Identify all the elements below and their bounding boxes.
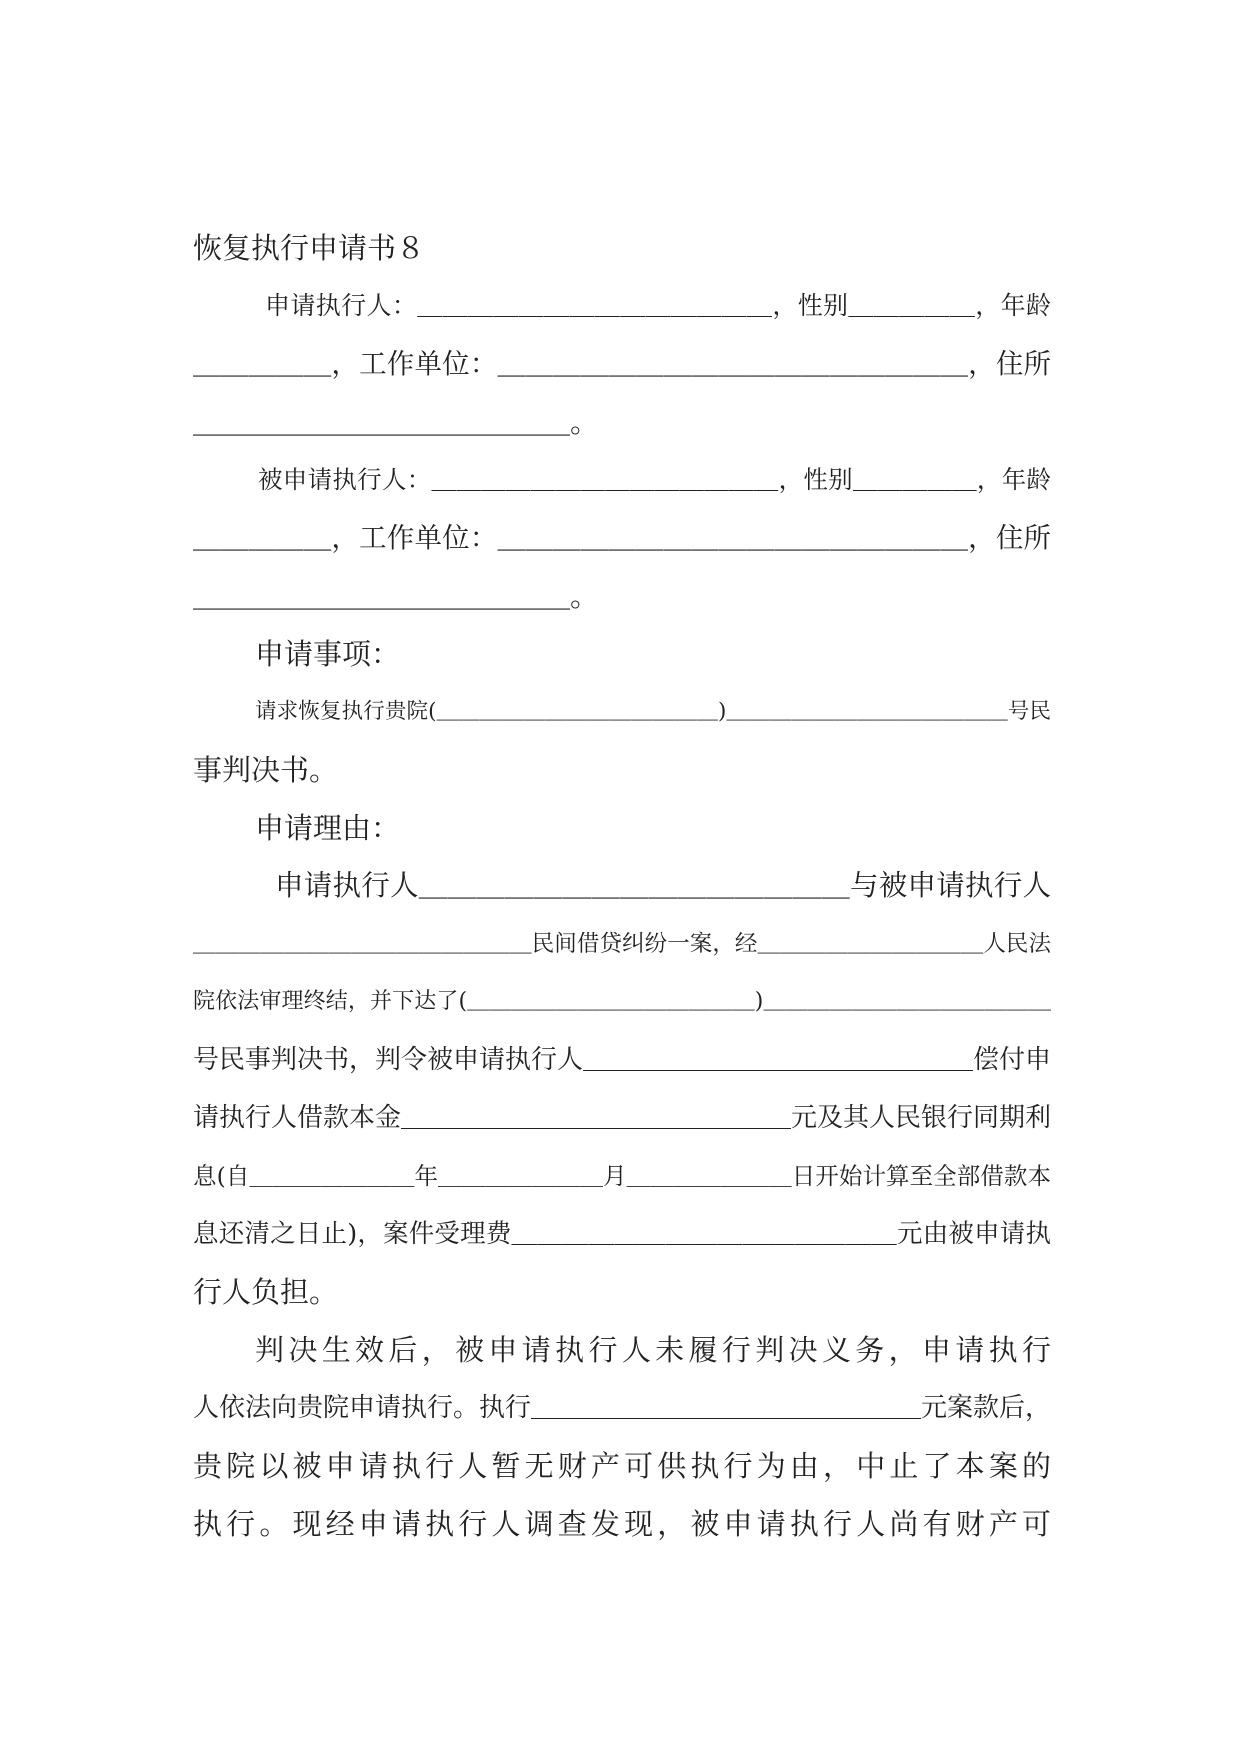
- reason-line-5: 请执行人借款本金＿＿＿＿＿＿＿＿＿＿＿＿＿＿＿元及其人民银行同期利: [193, 1103, 1052, 1133]
- applicant-line-3: ＿＿＿＿＿＿＿＿＿＿＿＿＿。: [193, 405, 600, 439]
- effect-line-2: 人依法向贵院申请执行。执行＿＿＿＿＿＿＿＿＿＿＿＿＿＿＿元案款后，: [193, 1393, 1052, 1423]
- reason-line-1: 申请执行人＿＿＿＿＿＿＿＿＿＿＿＿＿＿＿与被申请执行人: [275, 869, 1051, 902]
- reason-line-3: 院依法审理终结，并下达了(＿＿＿＿＿＿＿＿＿＿＿＿＿)＿＿＿＿＿＿＿＿＿＿＿＿＿: [193, 989, 1051, 1014]
- request-line-1: 请求恢复执行贵院(＿＿＿＿＿＿＿＿＿＿＿＿＿)＿＿＿＿＿＿＿＿＿＿＿＿＿号民: [255, 699, 1051, 724]
- reason-line-4: 号民事判决书，判令被申请执行人＿＿＿＿＿＿＿＿＿＿＿＿＿＿＿偿付申: [193, 1045, 1052, 1075]
- reason-line-6: 息(自＿＿＿＿＿＿＿年＿＿＿＿＿＿＿月＿＿＿＿＿＿＿日开始计算至全部借款本: [193, 1162, 1051, 1190]
- reason-line-7: 息还清之日止)，案件受理费＿＿＿＿＿＿＿＿＿＿＿＿＿＿＿元由被申请执: [193, 1219, 1051, 1249]
- effect-line-4: 执行。现经申请执行人调查发现，被申请执行人尚有财产可: [193, 1507, 1051, 1541]
- respondent-line-3: ＿＿＿＿＿＿＿＿＿＿＿＿＿。: [193, 579, 600, 613]
- effect-line-1: 判决生效后，被申请执行人未履行判决义务，申请执行: [255, 1333, 1051, 1367]
- respondent-line-2: ＿＿＿＿＿，工作单位：＿＿＿＿＿＿＿＿＿＿＿＿＿＿＿＿＿，住所: [193, 522, 1051, 554]
- applicant-line-2: ＿＿＿＿＿，工作单位：＿＿＿＿＿＿＿＿＿＿＿＿＿＿＿＿＿，住所: [193, 348, 1051, 380]
- reason-line-2: ＿＿＿＿＿＿＿＿＿＿＿＿＿＿＿民间借贷纠纷一案，经＿＿＿＿＿＿＿＿＿＿人民法: [193, 931, 1051, 957]
- document-title: 恢复执行申请书８: [193, 231, 426, 265]
- respondent-line-1: 被申请执行人：＿＿＿＿＿＿＿＿＿＿＿＿＿＿，性别＿＿＿＿＿，年龄: [258, 465, 1051, 494]
- request-line-2: 事判决书。: [193, 753, 339, 787]
- effect-line-3: 贵院以被申请执行人暂无财产可供执行为由，中止了本案的: [193, 1449, 1051, 1483]
- reason-line-8: 行人负担。: [193, 1275, 339, 1309]
- reason-heading: 申请理由：: [255, 811, 401, 845]
- request-heading: 申请事项：: [255, 637, 401, 671]
- applicant-line-1: 申请执行人：＿＿＿＿＿＿＿＿＿＿＿＿＿＿，性别＿＿＿＿＿，年龄: [265, 291, 1051, 320]
